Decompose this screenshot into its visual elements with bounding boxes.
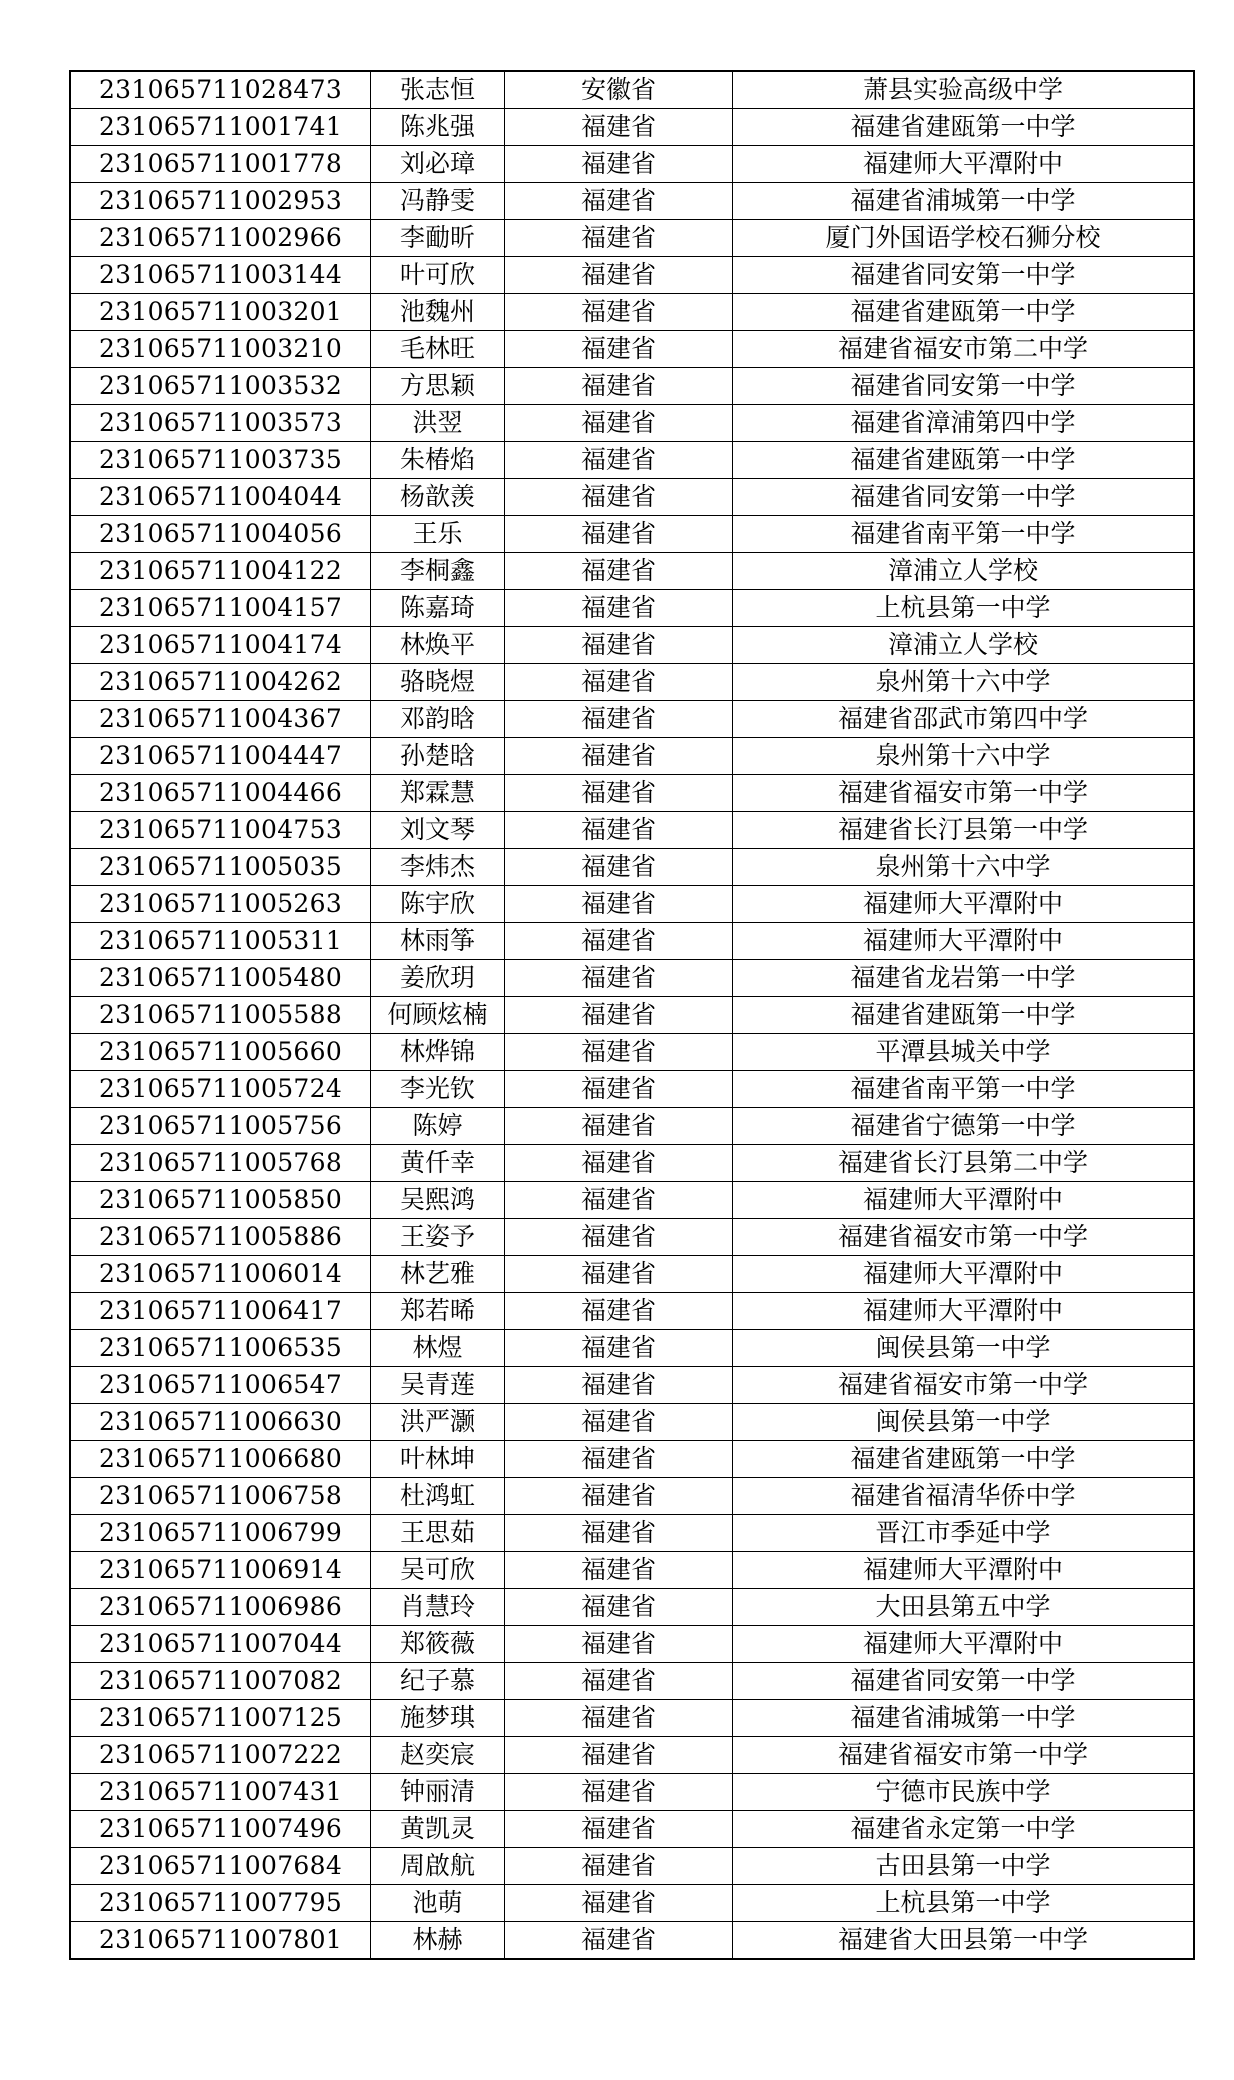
province-cell: 福建省 — [505, 1737, 733, 1774]
school-cell: 福建师大平潭附中 — [733, 1256, 1195, 1293]
student-id-cell: 231065711007795 — [70, 1885, 371, 1922]
student-id-cell: 231065711004122 — [70, 553, 371, 590]
student-name-cell: 李光钦 — [371, 1071, 505, 1108]
student-id-cell: 231065711006630 — [70, 1404, 371, 1441]
province-cell: 福建省 — [505, 627, 733, 664]
student-name-cell: 赵奕宸 — [371, 1737, 505, 1774]
province-cell: 福建省 — [505, 1441, 733, 1478]
school-cell: 上杭县第一中学 — [733, 590, 1195, 627]
student-name-cell: 池萌 — [371, 1885, 505, 1922]
student-id-cell: 231065711006535 — [70, 1330, 371, 1367]
student-id-cell: 231065711004044 — [70, 479, 371, 516]
province-cell: 福建省 — [505, 923, 733, 960]
student-id-cell: 231065711004174 — [70, 627, 371, 664]
table-row — [70, 1885, 1194, 1922]
student-id-cell: 231065711006799 — [70, 1515, 371, 1552]
student-id-cell: 231065711004753 — [70, 812, 371, 849]
student-id-cell: 231065711007496 — [70, 1811, 371, 1848]
province-cell: 福建省 — [505, 1367, 733, 1404]
school-cell: 福建省南平第一中学 — [733, 1071, 1195, 1108]
province-cell: 福建省 — [505, 1108, 733, 1145]
student-id-cell: 231065711007082 — [70, 1663, 371, 1700]
school-cell: 上杭县第一中学 — [733, 1885, 1195, 1922]
school-cell: 福建省建瓯第一中学 — [733, 1441, 1195, 1478]
school-cell: 古田县第一中学 — [733, 1848, 1195, 1885]
student-name-cell: 杨歆羡 — [371, 479, 505, 516]
province-cell: 福建省 — [505, 849, 733, 886]
table-row — [70, 183, 1194, 220]
student-name-cell: 邓韵晗 — [371, 701, 505, 738]
student-name-cell: 肖慧玲 — [371, 1589, 505, 1626]
table-row — [70, 1700, 1194, 1737]
school-cell: 福建师大平潭附中 — [733, 886, 1195, 923]
school-cell: 福建师大平潭附中 — [733, 1293, 1195, 1330]
province-cell: 福建省 — [505, 1293, 733, 1330]
student-name-cell: 林赫 — [371, 1922, 505, 1960]
province-cell: 福建省 — [505, 664, 733, 701]
province-cell: 福建省 — [505, 1219, 733, 1256]
province-cell: 福建省 — [505, 1515, 733, 1552]
school-cell: 福建省龙岩第一中学 — [733, 960, 1195, 997]
table-row — [70, 1145, 1194, 1182]
student-name-cell: 叶可欣 — [371, 257, 505, 294]
province-cell: 福建省 — [505, 294, 733, 331]
student-name-cell: 郑霖慧 — [371, 775, 505, 812]
table-row — [70, 1552, 1194, 1589]
student-id-cell: 231065711005850 — [70, 1182, 371, 1219]
school-cell: 福建师大平潭附中 — [733, 1626, 1195, 1663]
student-id-cell: 231065711004367 — [70, 701, 371, 738]
province-cell: 福建省 — [505, 1478, 733, 1515]
student-id-cell: 231065711005724 — [70, 1071, 371, 1108]
table-row — [70, 886, 1194, 923]
province-cell: 福建省 — [505, 220, 733, 257]
school-cell: 福建省邵武市第四中学 — [733, 701, 1195, 738]
province-cell: 福建省 — [505, 701, 733, 738]
table-row — [70, 442, 1194, 479]
province-cell: 福建省 — [505, 1404, 733, 1441]
roster-table — [69, 70, 1195, 1960]
school-cell: 晋江市季延中学 — [733, 1515, 1195, 1552]
student-id-cell: 231065711003735 — [70, 442, 371, 479]
table-row — [70, 109, 1194, 146]
province-cell: 福建省 — [505, 1663, 733, 1700]
student-name-cell: 吴青莲 — [371, 1367, 505, 1404]
province-cell: 福建省 — [505, 886, 733, 923]
province-cell: 福建省 — [505, 1922, 733, 1960]
student-name-cell: 刘文琴 — [371, 812, 505, 849]
school-cell: 大田县第五中学 — [733, 1589, 1195, 1626]
student-id-cell: 231065711003532 — [70, 368, 371, 405]
school-cell: 漳浦立人学校 — [733, 553, 1195, 590]
table-row — [70, 220, 1194, 257]
student-id-cell: 231065711002953 — [70, 183, 371, 220]
roster-table-body — [70, 71, 1194, 1959]
province-cell: 福建省 — [505, 1145, 733, 1182]
student-name-cell: 吴可欣 — [371, 1552, 505, 1589]
student-id-cell: 231065711004056 — [70, 516, 371, 553]
table-row — [70, 1182, 1194, 1219]
student-name-cell: 郑筱薇 — [371, 1626, 505, 1663]
table-row — [70, 1219, 1194, 1256]
province-cell: 福建省 — [505, 331, 733, 368]
school-cell: 福建师大平潭附中 — [733, 1552, 1195, 1589]
school-cell: 福建师大平潭附中 — [733, 923, 1195, 960]
school-cell: 福建省建瓯第一中学 — [733, 997, 1195, 1034]
province-cell: 福建省 — [505, 405, 733, 442]
student-id-cell: 231065711006914 — [70, 1552, 371, 1589]
table-row — [70, 960, 1194, 997]
table-row — [70, 664, 1194, 701]
province-cell: 福建省 — [505, 1626, 733, 1663]
school-cell: 厦门外国语学校石狮分校 — [733, 220, 1195, 257]
student-name-cell: 黄凯灵 — [371, 1811, 505, 1848]
student-name-cell: 毛林旺 — [371, 331, 505, 368]
student-name-cell: 王乐 — [371, 516, 505, 553]
province-cell: 福建省 — [505, 738, 733, 775]
student-name-cell: 王姿予 — [371, 1219, 505, 1256]
school-cell: 萧县实验高级中学 — [733, 71, 1195, 109]
table-row — [70, 1922, 1194, 1960]
province-cell: 福建省 — [505, 775, 733, 812]
student-name-cell: 林雨筝 — [371, 923, 505, 960]
student-name-cell: 王思茹 — [371, 1515, 505, 1552]
student-id-cell: 231065711001778 — [70, 146, 371, 183]
table-row — [70, 1774, 1194, 1811]
student-name-cell: 孙楚晗 — [371, 738, 505, 775]
student-id-cell: 231065711002966 — [70, 220, 371, 257]
school-cell: 平潭县城关中学 — [733, 1034, 1195, 1071]
province-cell: 福建省 — [505, 257, 733, 294]
student-name-cell: 林焕平 — [371, 627, 505, 664]
school-cell: 福建省建瓯第一中学 — [733, 294, 1195, 331]
school-cell: 福建省长汀县第一中学 — [733, 812, 1195, 849]
student-id-cell: 231065711003144 — [70, 257, 371, 294]
table-row — [70, 1478, 1194, 1515]
student-id-cell: 231065711005756 — [70, 1108, 371, 1145]
table-row — [70, 1330, 1194, 1367]
student-name-cell: 张志恒 — [371, 71, 505, 109]
province-cell: 福建省 — [505, 516, 733, 553]
student-name-cell: 朱椿焰 — [371, 442, 505, 479]
student-id-cell: 231065711006680 — [70, 1441, 371, 1478]
table-row — [70, 1663, 1194, 1700]
school-cell: 福建师大平潭附中 — [733, 1182, 1195, 1219]
student-name-cell: 施梦琪 — [371, 1700, 505, 1737]
student-id-cell: 231065711007431 — [70, 1774, 371, 1811]
province-cell: 福建省 — [505, 368, 733, 405]
table-row — [70, 553, 1194, 590]
student-id-cell: 231065711004157 — [70, 590, 371, 627]
student-id-cell: 231065711005480 — [70, 960, 371, 997]
school-cell: 宁德市民族中学 — [733, 1774, 1195, 1811]
school-cell: 福建省福安市第一中学 — [733, 1367, 1195, 1404]
table-row — [70, 1034, 1194, 1071]
student-name-cell: 骆晓煜 — [371, 664, 505, 701]
student-id-cell: 231065711005588 — [70, 997, 371, 1034]
student-name-cell: 钟丽清 — [371, 1774, 505, 1811]
student-name-cell: 方思颖 — [371, 368, 505, 405]
student-name-cell: 杜鸿虹 — [371, 1478, 505, 1515]
student-name-cell: 陈兆强 — [371, 109, 505, 146]
school-cell: 福建省同安第一中学 — [733, 479, 1195, 516]
student-id-cell: 231065711006547 — [70, 1367, 371, 1404]
student-id-cell: 231065711005311 — [70, 923, 371, 960]
student-name-cell: 何顾炫楠 — [371, 997, 505, 1034]
student-id-cell: 231065711001741 — [70, 109, 371, 146]
table-row — [70, 294, 1194, 331]
school-cell: 福建省建瓯第一中学 — [733, 109, 1195, 146]
school-cell: 福建省长汀县第二中学 — [733, 1145, 1195, 1182]
province-cell: 福建省 — [505, 590, 733, 627]
table-row — [70, 701, 1194, 738]
student-id-cell: 231065711005660 — [70, 1034, 371, 1071]
province-cell: 福建省 — [505, 553, 733, 590]
student-name-cell: 郑若晞 — [371, 1293, 505, 1330]
student-name-cell: 黄仟幸 — [371, 1145, 505, 1182]
school-cell: 泉州第十六中学 — [733, 738, 1195, 775]
student-id-cell: 231065711005035 — [70, 849, 371, 886]
student-id-cell: 231065711007684 — [70, 1848, 371, 1885]
student-name-cell: 纪子慕 — [371, 1663, 505, 1700]
table-row — [70, 627, 1194, 664]
table-row — [70, 1256, 1194, 1293]
table-row — [70, 1626, 1194, 1663]
school-cell: 福建省福安市第一中学 — [733, 1737, 1195, 1774]
school-cell: 福建省建瓯第一中学 — [733, 442, 1195, 479]
table-row — [70, 1848, 1194, 1885]
province-cell: 福建省 — [505, 1811, 733, 1848]
province-cell: 福建省 — [505, 1700, 733, 1737]
province-cell: 福建省 — [505, 1256, 733, 1293]
school-cell: 福建省福安市第一中学 — [733, 1219, 1195, 1256]
student-id-cell: 231065711007801 — [70, 1922, 371, 1960]
table-row — [70, 368, 1194, 405]
student-id-cell: 231065711005263 — [70, 886, 371, 923]
student-id-cell: 231065711005886 — [70, 1219, 371, 1256]
student-id-cell: 231065711006758 — [70, 1478, 371, 1515]
student-id-cell: 231065711007125 — [70, 1700, 371, 1737]
school-cell: 福建省南平第一中学 — [733, 516, 1195, 553]
table-row — [70, 590, 1194, 627]
province-cell: 福建省 — [505, 997, 733, 1034]
student-name-cell: 陈宇欣 — [371, 886, 505, 923]
student-name-cell: 吴熙鸿 — [371, 1182, 505, 1219]
table-row — [70, 1441, 1194, 1478]
table-row — [70, 1071, 1194, 1108]
province-cell: 福建省 — [505, 146, 733, 183]
student-name-cell: 叶林坤 — [371, 1441, 505, 1478]
school-cell: 福建省宁德第一中学 — [733, 1108, 1195, 1145]
student-name-cell: 陈嘉琦 — [371, 590, 505, 627]
table-row — [70, 849, 1194, 886]
school-cell: 福建省同安第一中学 — [733, 1663, 1195, 1700]
province-cell: 福建省 — [505, 183, 733, 220]
student-name-cell: 洪翌 — [371, 405, 505, 442]
school-cell: 福建省福安市第二中学 — [733, 331, 1195, 368]
school-cell: 福建省大田县第一中学 — [733, 1922, 1195, 1960]
table-row — [70, 738, 1194, 775]
student-name-cell: 李勔昕 — [371, 220, 505, 257]
table-row — [70, 331, 1194, 368]
student-name-cell: 冯静雯 — [371, 183, 505, 220]
table-row — [70, 257, 1194, 294]
table-row — [70, 146, 1194, 183]
student-name-cell: 姜欣玥 — [371, 960, 505, 997]
student-name-cell: 林烨锦 — [371, 1034, 505, 1071]
school-cell: 福建省福清华侨中学 — [733, 1478, 1195, 1515]
table-row — [70, 1108, 1194, 1145]
table-row — [70, 923, 1194, 960]
student-id-cell: 231065711003210 — [70, 331, 371, 368]
table-row — [70, 479, 1194, 516]
table-row — [70, 1589, 1194, 1626]
student-id-cell: 231065711004466 — [70, 775, 371, 812]
school-cell: 闽侯县第一中学 — [733, 1404, 1195, 1441]
table-row — [70, 775, 1194, 812]
table-row — [70, 1811, 1194, 1848]
school-cell: 福建省福安市第一中学 — [733, 775, 1195, 812]
province-cell: 福建省 — [505, 1552, 733, 1589]
student-name-cell: 李炜杰 — [371, 849, 505, 886]
school-cell: 闽侯县第一中学 — [733, 1330, 1195, 1367]
student-id-cell: 231065711006986 — [70, 1589, 371, 1626]
student-name-cell: 李桐鑫 — [371, 553, 505, 590]
student-name-cell: 林艺雅 — [371, 1256, 505, 1293]
province-cell: 福建省 — [505, 812, 733, 849]
student-id-cell: 231065711007222 — [70, 1737, 371, 1774]
school-cell: 福建省浦城第一中学 — [733, 1700, 1195, 1737]
province-cell: 福建省 — [505, 1034, 733, 1071]
student-id-cell: 231065711004262 — [70, 664, 371, 701]
school-cell: 福建省浦城第一中学 — [733, 183, 1195, 220]
table-row — [70, 71, 1194, 109]
roster-sheet — [69, 70, 1195, 1960]
student-id-cell: 231065711028473 — [70, 71, 371, 109]
table-row — [70, 1737, 1194, 1774]
school-cell: 泉州第十六中学 — [733, 849, 1195, 886]
student-id-cell: 231065711003573 — [70, 405, 371, 442]
school-cell: 泉州第十六中学 — [733, 664, 1195, 701]
school-cell: 福建师大平潭附中 — [733, 146, 1195, 183]
table-row — [70, 405, 1194, 442]
student-id-cell: 231065711007044 — [70, 1626, 371, 1663]
school-cell: 福建省漳浦第四中学 — [733, 405, 1195, 442]
province-cell: 安徽省 — [505, 71, 733, 109]
school-cell: 福建省同安第一中学 — [733, 257, 1195, 294]
school-cell: 漳浦立人学校 — [733, 627, 1195, 664]
student-id-cell: 231065711006417 — [70, 1293, 371, 1330]
province-cell: 福建省 — [505, 1071, 733, 1108]
student-id-cell: 231065711003201 — [70, 294, 371, 331]
table-row — [70, 516, 1194, 553]
province-cell: 福建省 — [505, 960, 733, 997]
student-id-cell: 231065711006014 — [70, 1256, 371, 1293]
table-row — [70, 1293, 1194, 1330]
table-row — [70, 997, 1194, 1034]
province-cell: 福建省 — [505, 109, 733, 146]
province-cell: 福建省 — [505, 1885, 733, 1922]
student-name-cell: 林煜 — [371, 1330, 505, 1367]
table-row — [70, 1404, 1194, 1441]
student-name-cell: 陈婷 — [371, 1108, 505, 1145]
province-cell: 福建省 — [505, 1182, 733, 1219]
school-cell: 福建省同安第一中学 — [733, 368, 1195, 405]
table-row — [70, 1367, 1194, 1404]
student-name-cell: 周啟航 — [371, 1848, 505, 1885]
student-name-cell: 刘必璋 — [371, 146, 505, 183]
province-cell: 福建省 — [505, 442, 733, 479]
province-cell: 福建省 — [505, 1774, 733, 1811]
student-id-cell: 231065711005768 — [70, 1145, 371, 1182]
student-name-cell: 洪严灏 — [371, 1404, 505, 1441]
table-row — [70, 1515, 1194, 1552]
province-cell: 福建省 — [505, 1330, 733, 1367]
province-cell: 福建省 — [505, 1589, 733, 1626]
table-row — [70, 812, 1194, 849]
province-cell: 福建省 — [505, 479, 733, 516]
student-id-cell: 231065711004447 — [70, 738, 371, 775]
student-name-cell: 池魏州 — [371, 294, 505, 331]
province-cell: 福建省 — [505, 1848, 733, 1885]
school-cell: 福建省永定第一中学 — [733, 1811, 1195, 1848]
